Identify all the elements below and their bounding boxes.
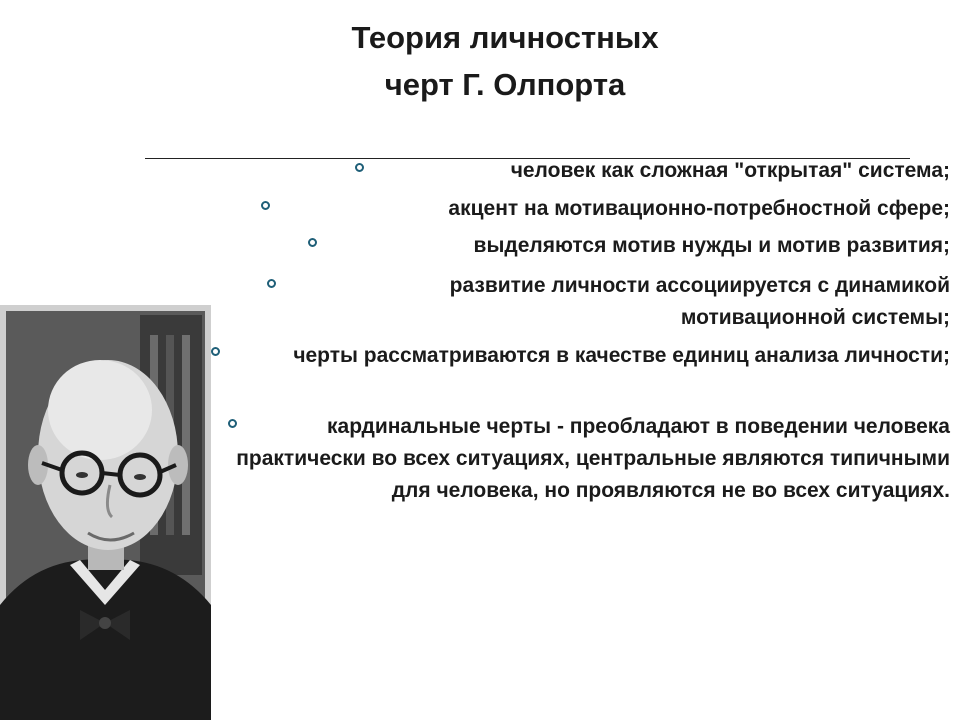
bullet-item-1 xyxy=(380,155,950,187)
bullet-item-4 xyxy=(300,270,950,334)
bullet-text-1: человек как сложная "открытая" система; xyxy=(510,159,950,182)
ring-bullet-icon xyxy=(211,347,220,356)
ring-bullet-icon xyxy=(355,163,364,172)
ring-bullet-icon xyxy=(308,238,317,247)
bullet-item-3 xyxy=(330,230,950,262)
bullet-text-5: черты рассматриваются в качестве единиц анализа личности; xyxy=(293,344,950,367)
title-line-1: Теория личностных xyxy=(351,20,659,55)
bullet-item-2 xyxy=(290,193,950,225)
bullet-text-4: развитие личности ассоциируется с динамикой мотивационной системы; xyxy=(449,274,950,329)
title-line-2: черт Г. Олпорта xyxy=(384,67,626,102)
bullet-text-6: кардинальные черты - преобладают в поведении человека практически во всех ситуациях, центральные являются типичными для человека, но проявляются не во всех ситуациях. xyxy=(236,415,950,502)
bullet-item-5 xyxy=(245,340,950,372)
portrait-photo xyxy=(0,305,211,720)
slide-title xyxy=(250,14,760,108)
bullet-text-3: выделяются мотив нужды и мотив развития; xyxy=(473,234,950,257)
portrait-image xyxy=(0,305,211,720)
ring-bullet-icon xyxy=(267,279,276,288)
ring-bullet-icon xyxy=(261,201,270,210)
bullet-text-2: акцент на мотивационно-потребностной сфере; xyxy=(448,197,950,220)
bullet-item-6 xyxy=(205,411,950,507)
